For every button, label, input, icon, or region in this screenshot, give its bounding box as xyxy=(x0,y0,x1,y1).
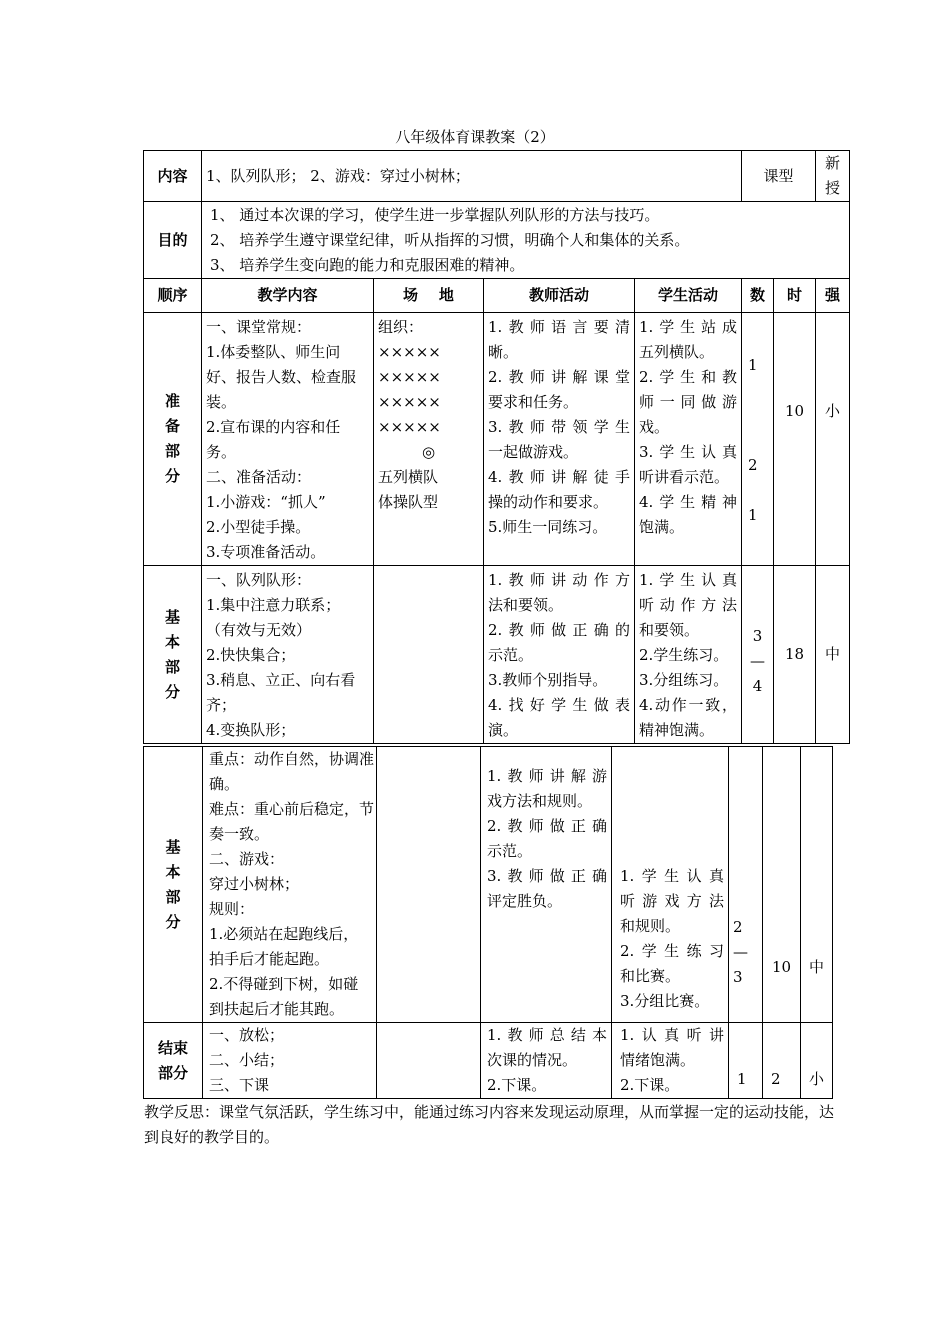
prep-student-activity: 1.学生站成 五列横队。 2.学生和教 师一同做游 戏。 3.学生认真 听讲看示范。 4.学生精神 饱满。 xyxy=(635,313,742,566)
page-title: 八年级体育课教案（2） xyxy=(395,128,555,146)
type-label: 课型 xyxy=(742,151,816,202)
header-count: 数 xyxy=(742,279,774,313)
game-count: 2 — 3 xyxy=(729,747,763,1023)
header-intensity: 强 xyxy=(816,279,850,313)
prep-content: 一、课堂常规： 1.体委整队、师生问 好、报告人数、检查服 装。 2.宣布课的内容和任 务。 二、准备活动： 1.小游戏：“抓人” 2.小型徒手操。 3.专项准备活动。 xyxy=(202,313,374,566)
basic-time: 18 xyxy=(774,566,816,744)
end-intensity: 小 xyxy=(801,1023,833,1099)
goals-list xyxy=(202,202,850,279)
game-venue xyxy=(377,747,481,1023)
prep-section-label: 准 备 部 分 xyxy=(144,313,202,566)
goal-item: 3、 培养学生变向跑的能力和克服困难的精神。 xyxy=(210,255,525,274)
basic-intensity: 中 xyxy=(816,566,850,744)
goal-label: 目的 xyxy=(144,202,202,279)
end-content: 一、放松； 二、小结； 三、下课 xyxy=(203,1023,377,1099)
content-value: 1、队列队形； 2、游戏：穿过小树林； xyxy=(202,151,742,202)
whistle-symbol: ◎ xyxy=(421,443,436,461)
prep-venue: 组织： ××××× ××××× ××××× ××××× ◎ 五列横队 体操队型 xyxy=(374,313,484,566)
basic-venue xyxy=(374,566,484,744)
header-teacher: 教师活动 xyxy=(484,279,635,313)
header-venue: 场 地 xyxy=(374,279,484,313)
content-label: 内容 xyxy=(144,151,202,202)
type-value: 新 授 xyxy=(816,151,850,202)
basic-content: 一、队列队形： 1.集中注意力联系； （有效与无效） 2.快快集合； 3.稍息、立正、向右看 齐； 4.变换队形； xyxy=(202,566,374,744)
end-count: 1 xyxy=(729,1023,763,1099)
basic-section-label: 基 本 部 分 xyxy=(144,566,202,744)
prep-count: 1 2 1 xyxy=(742,313,774,566)
end-time: 2 xyxy=(763,1023,801,1099)
lesson-plan-table-2 xyxy=(143,746,833,1099)
prep-intensity: 小 xyxy=(816,313,850,566)
game-intensity: 中 xyxy=(801,747,833,1023)
header-time: 时 xyxy=(774,279,816,313)
goal-item: 1、 通过本次课的学习，使学生进一步掌握队列队形的方法与技巧。 xyxy=(210,205,660,224)
basic-teacher-activity: 1.教师讲动作方 法和要领。 2.教师做正确的 示范。 3.教师个别指导。 4.找好学生做表 演。 xyxy=(484,566,635,744)
game-section-label: 基 本 部 分 xyxy=(144,747,203,1023)
prep-teacher-activity: 1.教师语言要清 晰。 2.教师讲解课堂 要求和任务。 3.教师带领学生 一起做游戏。 4.教师讲解徒手 操的动作和要求。 5.师生一同练习。 xyxy=(484,313,635,566)
end-venue xyxy=(377,1023,481,1099)
lesson-plan-table-1 xyxy=(143,150,850,744)
game-time: 10 xyxy=(763,747,801,1023)
game-student-activity: 1.学生认真 听游戏方法 和规则。 2.学生练习 和比赛。 3.分组比赛。 xyxy=(612,747,729,1023)
header-content: 教学内容 xyxy=(202,279,374,313)
teaching-reflection: 教学反思：课堂气氛活跃，学生练习中，能通过练习内容来发现运动原理，从而掌握一定的运动技能，达到良好的教学目的。 xyxy=(144,1103,835,1146)
game-teacher-activity: 1.教师讲解游 戏方法和规则。 2.教师做正确 示范。 3.教师做正确 评定胜负。 xyxy=(481,747,612,1023)
end-teacher-activity: 1.教师总结本 次课的情况。 2.下课。 xyxy=(481,1023,612,1099)
game-content: 重点：动作自然，协调准 确。 难点：重心前后稳定，节 奏一致。 二、游戏： 穿过小树林； 规则： 1.必须站在起跑线后， 拍手后才能起跑。 2.不得碰到下树，如碰 到扶起后才能其跑。 xyxy=(203,747,377,1023)
basic-count: 3 — 4 xyxy=(742,566,774,744)
end-student-activity: 1.认真听讲 情绪饱满。 2.下课。 xyxy=(612,1023,729,1099)
basic-student-activity: 1.学生认真 听动作方法 和要领。 2.学生练习。 3.分组练习。 4.动作一致， 精神饱满。 xyxy=(635,566,742,744)
header-student: 学生活动 xyxy=(635,279,742,313)
end-section-label: 结束 部分 xyxy=(144,1023,203,1099)
prep-time: 10 xyxy=(774,313,816,566)
header-order: 顺序 xyxy=(144,279,202,313)
goal-item: 2、 培养学生遵守课堂纪律，听从指挥的习惯，明确个人和集体的关系。 xyxy=(210,230,690,249)
